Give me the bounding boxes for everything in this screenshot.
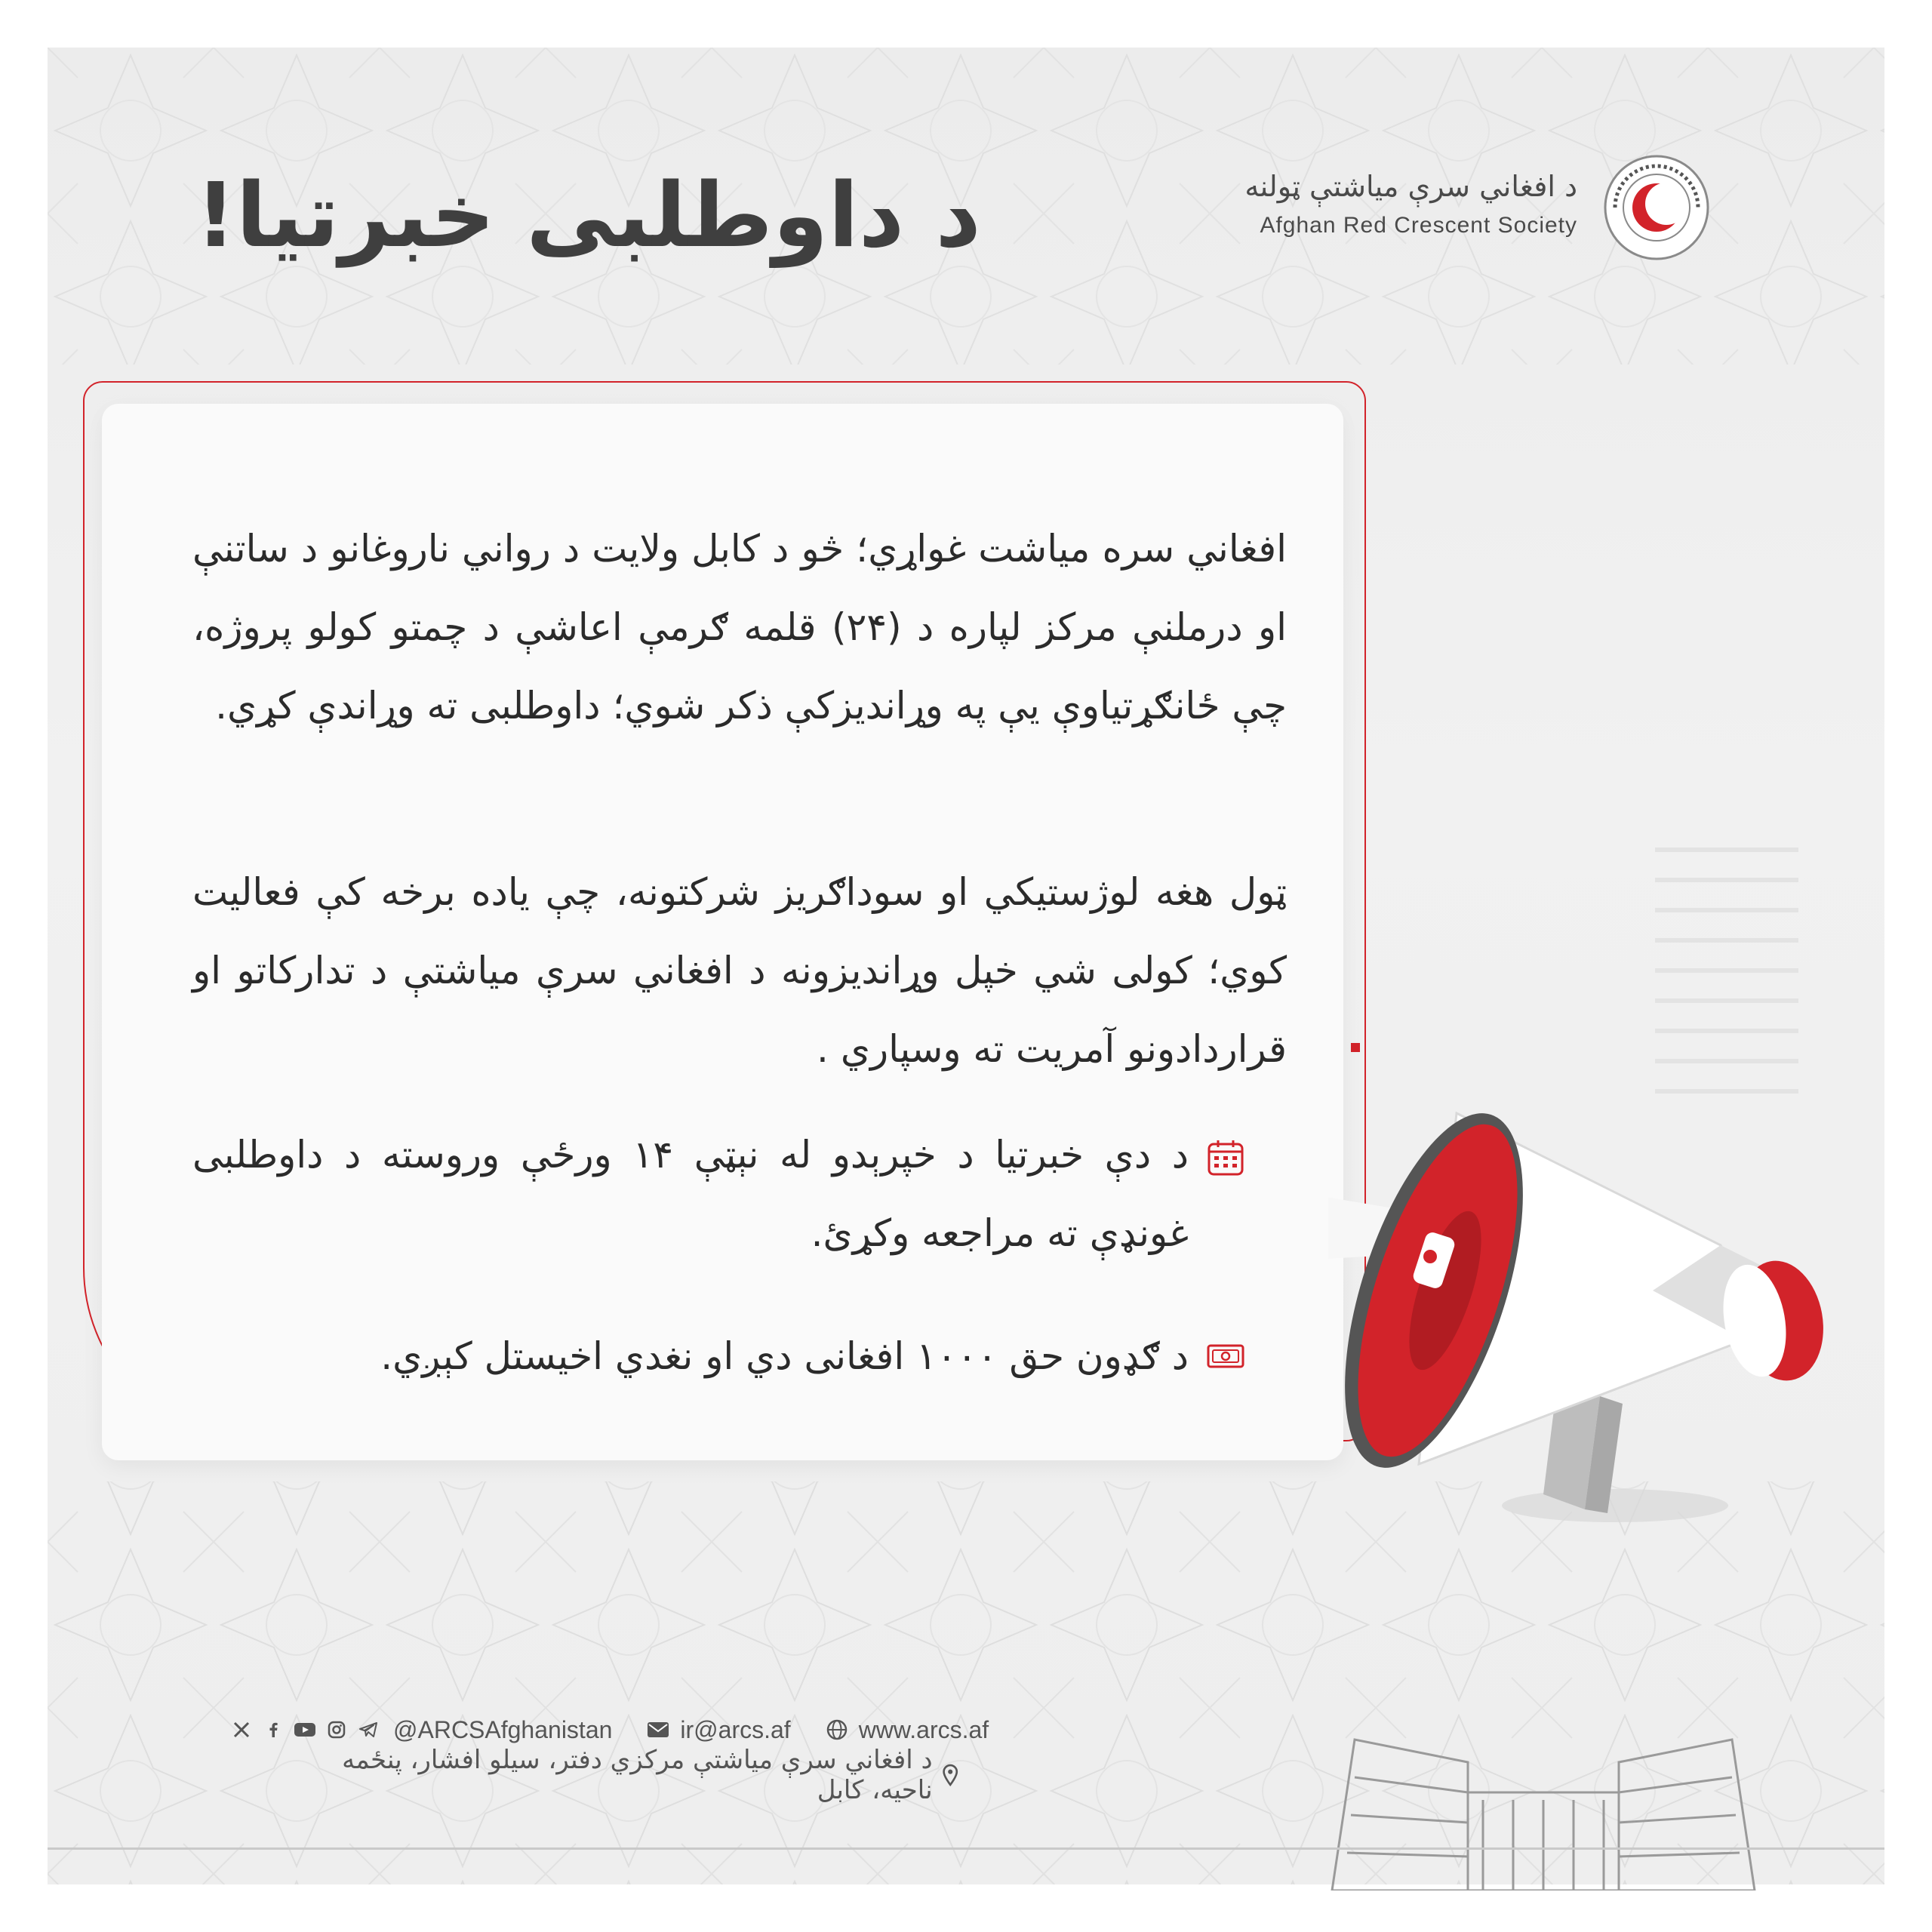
website-text[interactable]: www.arcs.af <box>858 1715 989 1743</box>
organization-name-pashto: د افغاني سرې میاشتې ټولنه <box>1244 170 1577 203</box>
social-handle[interactable]: @ARCSAfghanistan <box>393 1715 613 1743</box>
announcement-paragraph-1: افغاني سره میاشت غواړي؛ څو د کابل ولایت د رواني ناروغانو د ساتنې او درملنې مرکز لپاره د (۲۴) قلمه ګرمې اعاشې د چمتو کولو پروژه، چې ځانګړتیاوې یې په وړاندیزکې ذکر شوي؛ داوطلبی ته وړاندې کړي. <box>192 527 1287 728</box>
email-icon <box>647 1721 669 1739</box>
red-crescent-logo <box>1600 151 1713 264</box>
megaphone-illustration <box>1328 1072 1857 1540</box>
bottom-divider <box>48 1847 1884 1850</box>
email-text[interactable]: ir@arcs.af <box>680 1715 791 1743</box>
location-pin-icon <box>942 1762 958 1788</box>
organization-name-english: Afghan Red Crescent Society <box>1260 213 1577 238</box>
bullet-participation-fee: د ګډون حق ۱۰۰۰ افغانی دي او نغدي اخیستل کېږي. <box>380 1334 1189 1378</box>
telegram-icon[interactable] <box>357 1718 380 1741</box>
youtube-icon[interactable] <box>294 1718 316 1741</box>
headquarters-building-illustration <box>1317 1717 1770 1890</box>
accent-dot <box>1351 1043 1360 1052</box>
bullet-meeting-date: د دې خبرتیا د خپرېدو له نېټې ۱۴ ورځې وروسته د داوطلبی غونډې ته مراجعه وکړئ. <box>192 1133 1189 1255</box>
footer-address <box>317 1745 958 1805</box>
instagram-icon[interactable] <box>325 1718 348 1741</box>
email-contact[interactable] <box>647 1716 790 1744</box>
announcement-paragraph-2: ټول هغه لوژستیکي او سوداګریز شرکتونه، چې یاده برخه کې فعالیت کوي؛ کولی شي خپل وړاندیزونه د افغاني سرې میاشتې د تدارکاتو او قراردادونو آمریت ته وسپاري . <box>192 870 1287 1071</box>
money-icon <box>1206 1336 1245 1375</box>
x-icon[interactable] <box>230 1718 253 1741</box>
calendar-icon <box>1206 1138 1245 1177</box>
globe-icon <box>826 1718 848 1741</box>
facebook-icon[interactable] <box>262 1718 285 1741</box>
address-text: د افغاني سرې میاشتې مرکزي دفتر، سیلو افشار، پنځمه ناحیه، کابل <box>342 1745 933 1805</box>
social-icons <box>230 1718 380 1741</box>
website-contact[interactable] <box>826 1716 989 1744</box>
page-title: د داوطلبی خبرتیا! <box>195 163 981 267</box>
